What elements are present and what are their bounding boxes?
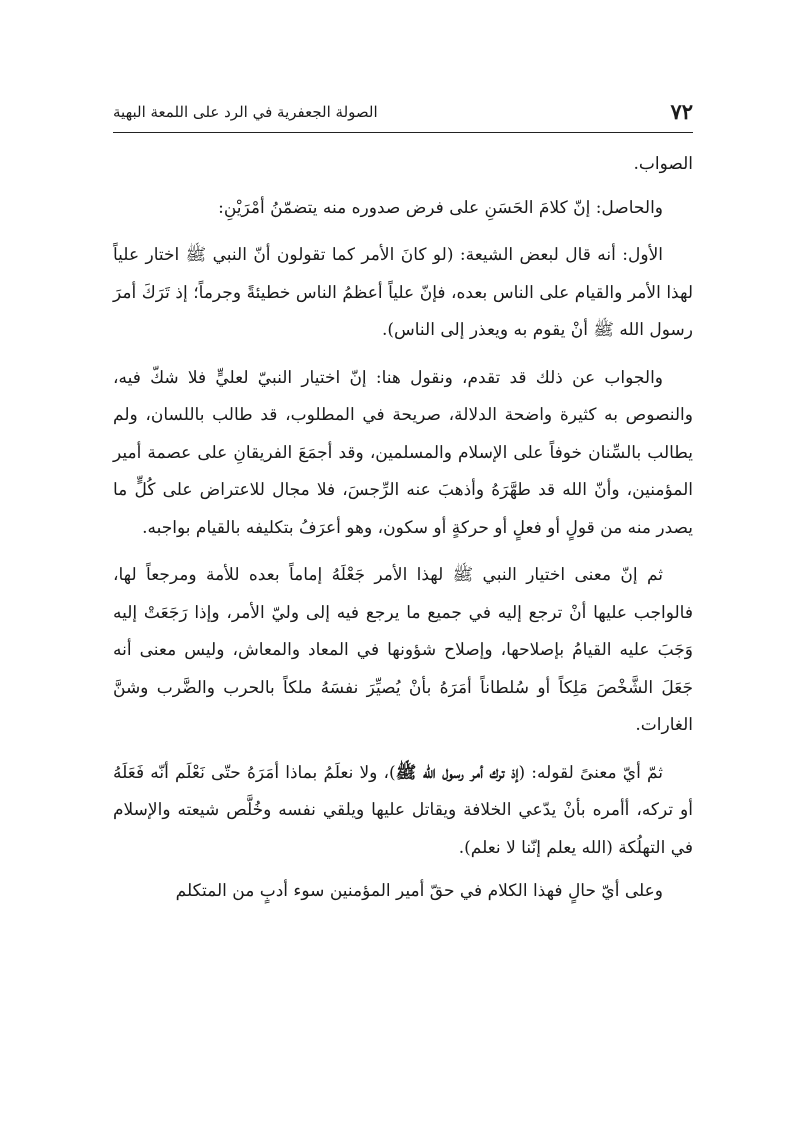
page-header: [113, 94, 693, 134]
paragraph-2: والحاصل: إنّ كلامَ الحَسَنِ على فرض صدوره منه يتضمّنُ أمْرَيْنِ:: [218, 197, 663, 218]
header-divider: [113, 132, 693, 133]
page-number: ٧٢: [670, 99, 693, 124]
paragraph-1: الصواب.: [633, 154, 693, 174]
paragraph-6: [113, 755, 693, 868]
running-title: الصولة الجعفرية في الرد على اللمعة البهية: [113, 103, 378, 121]
paragraph-6-before: ثمّ أيّ معنىً لقوله: (: [518, 762, 664, 783]
body-text: [113, 146, 693, 921]
quoted-phrase-bold: إذ ترك أمر رسول الله ﷺ: [395, 762, 519, 783]
paragraph-5: ثم إنّ معنى اختيار النبي ﷺ لهذا الأمر جَعْلَهُ إماماً بعده للأمة ومرجعاً لها، فالواجب عليها أنْ ترجع إليه في جميع ما يرجع فيه إلى وليّ الأمر، وإذا رَجَعَتْ إليه وَجَبَ عليه القيامُ بإصلاحها، وإصلاح شؤونها في المعاد والمعاش، وليس معنى أنه جَعَلَ الشَّخْصَ مَلِكاً أو سُلطاناً أمَرَهُ بأنْ يُصيِّرَ نفسَهُ ملكاً بالحرب والضَّرب وشنَّ الغارات.: [113, 565, 693, 735]
paragraph-7: وعلى أيّ حالٍ فهذا الكلام في حقّ أمير المؤمنين سوء أدبٍ من المتكلم: [175, 881, 663, 901]
paragraph-3: الأول: أنه قال لبعض الشيعة: (لو كانَ الأمر كما تقولون أنّ النبي ﷺ اختار علياً لهذا الأمر والقيام على الناس بعده، فإنّ علياً أعظمُ الناس خطيئةً وجرماً؛ إذ تَرَكَ أمرَ رسول الله ﷺ أنْ يقوم به ويعذر إلى الناس).: [113, 245, 693, 340]
paragraph-6-after: )، ولا نعلَمُ بماذا أمَرَهُ حتّى نَعْلَم أنّه فَعَلَهُ أو تركه، أأمره بأنْ يدّعي الخلافة ويقاتل عليها ويلقي نفسه وخُلَّص شيعته والإسلام في التهلُكة (الله يعلم إنّنا لا نعلم).: [113, 762, 693, 858]
paragraph-4: والجواب عن ذلك قد تقدم، ونقول هنا: إنّ اختيار النبيّ لعليٍّ فلا شكّ فيه، والنصوص به كثيرة واضحة الدلالة، صريحة في المطلوب، قد طالب باللسان، ولم يطالب بالسِّنان خوفاً على الإسلام والمسلمين، وقد أجمَعَ الفريقانِ على عصمة أمير المؤمنين، وأنّ الله قد طهَّرَهُ وأذهبَ عنه الرِّجسَ، فلا مجال للاعتراض على كُلٍّ ما يصدر منه من قولٍ أو فعلٍ أو حركةٍ أو سكون، وهو أعرَفُ بتكليفه بالقيام بواجبه.: [113, 367, 693, 538]
